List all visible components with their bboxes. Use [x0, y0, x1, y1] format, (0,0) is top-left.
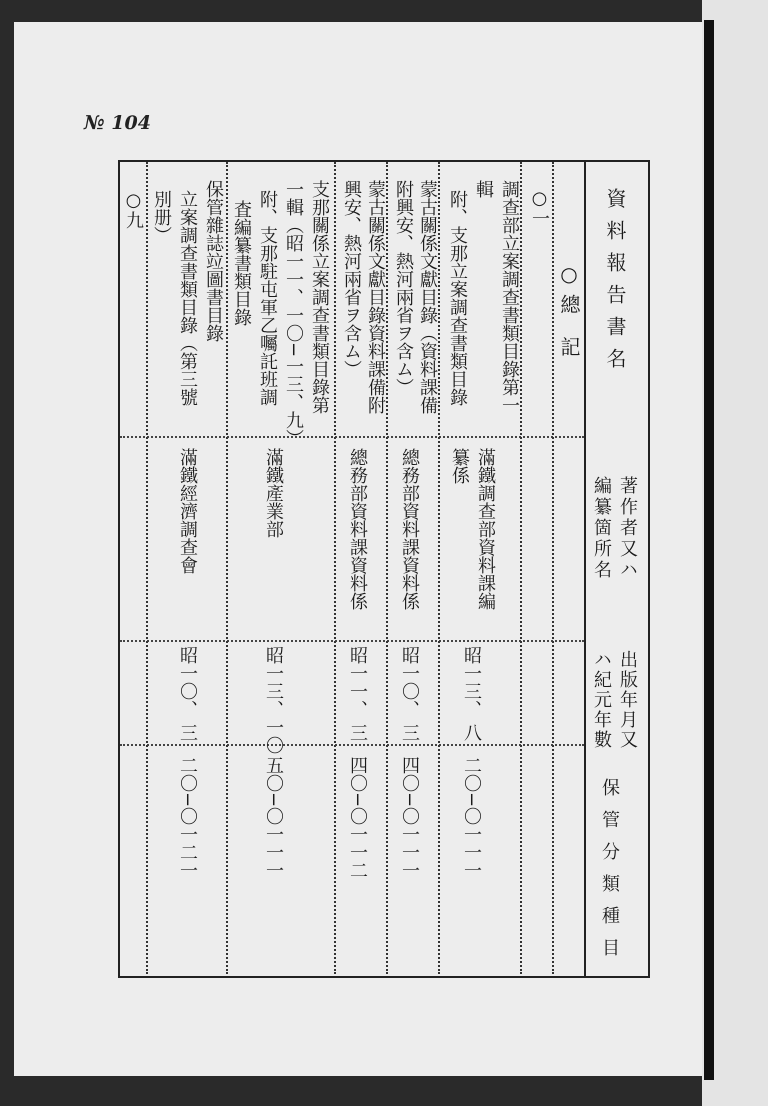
entry-2-author: 總務部資料課資料係	[399, 448, 420, 610]
entry-1-title-line2: 輯	[473, 180, 494, 198]
entry-4-title-line3: 附、支那駐屯軍乙囑託班調	[257, 190, 278, 406]
scan-binding-edge	[704, 20, 714, 1080]
entry-4-title-line2: 一輯（昭一一、一〇−一三、九）	[283, 180, 304, 448]
entry-5-title-line2: 立案調查書類目錄（第三號	[177, 190, 198, 406]
section-number-09: ○九	[123, 190, 144, 229]
entry-5-author: 滿鐵經濟調查會	[177, 448, 198, 574]
entry-1-author-line2: 纂係	[449, 448, 470, 484]
header-classification: 保管分類種目	[599, 778, 620, 970]
table-top-border	[118, 160, 650, 162]
entry-3-date: 昭一一、 三	[347, 646, 368, 742]
table-left-border	[118, 160, 120, 978]
header-date-line2: ハ紀元年數	[591, 650, 612, 750]
entry-3-author: 總務部資料課資料係	[347, 448, 368, 610]
header-author-line2: 編纂箇所名	[591, 476, 612, 581]
section-number-01: ○一	[529, 188, 550, 227]
entry-4-title-line4: 査編纂書類目錄	[231, 200, 252, 326]
document-number: № 104	[84, 112, 151, 134]
header-date-line1: 出版年月又	[617, 650, 638, 750]
entry-1-author-line1: 滿鐵調查部資料課編	[475, 448, 496, 610]
entry-2-title-line1: 蒙古關係文獻目錄（資料課備	[417, 180, 438, 414]
entry-3-title-line1: 蒙古關係文獻目錄資料課備附	[365, 180, 386, 414]
entry-5-title-line3: 別册）	[151, 190, 172, 244]
row-divider	[146, 162, 148, 974]
header-author-line1: 著作者又ハ	[617, 476, 638, 581]
section-general: ○總 記	[557, 262, 581, 365]
entry-1-title-line1: 調查部立案調查書類目錄第一	[499, 180, 520, 414]
column-divider-date-code	[120, 744, 584, 746]
entry-3-code: 四〇−〇一一二	[347, 756, 368, 880]
entry-3-title-line2: 興安、熱河兩省ヲ含ム）	[341, 180, 362, 378]
entry-5-title-line1: 保管雜誌竝圖書目錄	[203, 180, 224, 342]
row-divider	[334, 162, 336, 974]
entry-1-code: 二〇−〇一一一	[461, 756, 482, 880]
entry-2-code: 四〇−〇一一一	[399, 756, 420, 880]
table-right-border	[648, 160, 650, 978]
row-divider	[552, 162, 554, 974]
column-divider-title-author	[120, 436, 584, 438]
entry-4-code: 五〇−〇一一一	[263, 756, 284, 880]
entry-5-code: 二〇−〇一二一	[177, 756, 198, 880]
column-divider-author-date	[120, 640, 584, 642]
table-bottom-border	[118, 976, 650, 978]
entry-4-author: 滿鐵產業部	[263, 448, 284, 538]
entry-4-date: 昭一三、一〇	[263, 646, 284, 754]
header-title: 資料報告書名	[603, 188, 627, 380]
entry-1-date: 昭一三、 八	[461, 646, 482, 742]
header-column-divider	[584, 160, 586, 978]
entry-4-title-line1: 支那關係立案調查書類目錄第	[309, 180, 330, 414]
entry-1-title-line3: 附、支那立案調查書類目錄	[447, 190, 468, 406]
entry-2-title-line2: 附興安、熱河兩省ヲ含ム）	[393, 180, 414, 396]
entry-5-date: 昭一〇、 三	[177, 646, 198, 742]
entry-2-date: 昭一〇、 三	[399, 646, 420, 742]
